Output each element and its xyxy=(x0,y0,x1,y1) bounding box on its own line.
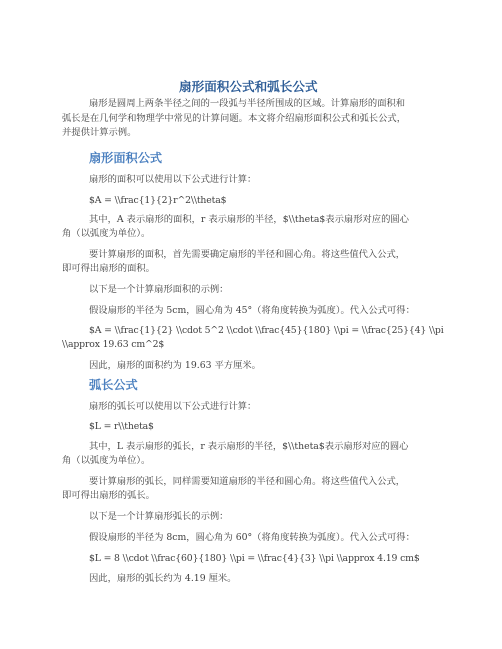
intro-line-2: 弧长是在几何学和物理学中常见的计算问题。本文将介绍扇形面积公式和弧长公式， xyxy=(62,113,406,124)
area-example-given: 假设扇形的半径为 5cm，圆心角为 45°（将角度转换为弧度）。代入公式可得： xyxy=(89,305,415,316)
arc-steps-line-1: 要计算扇形的弧长，同样需要知道扇形的半径和圆心角。将这些值代入公式， xyxy=(89,476,406,487)
area-explanation-line-1: 其中，A 表示扇形的面积，r 表示扇形的半径，$\\theta$表示扇形对应的圆心 xyxy=(89,214,409,225)
area-lead: 扇形的面积可以使用以下公式进行计算： xyxy=(89,174,257,185)
page-title: 扇形面积公式和弧长公式 xyxy=(179,79,318,94)
area-steps-line-1: 要计算扇形的面积，首先需要确定扇形的半径和圆心角。将这些值代入公式， xyxy=(89,249,406,260)
arc-example-lead: 以下是一个计算扇形弧长的示例： xyxy=(89,511,229,522)
intro-line-1: 扇形是圆周上两条半径之间的一段弧与半径所围成的区域。计算扇形的面积和 xyxy=(89,98,406,109)
area-example-lead: 以下是一个计算扇形面积的示例： xyxy=(89,284,229,295)
arc-example-formula: $L = 8 \\cdot \\frac{60}{180} \\pi = \\frac{4}{3} \\pi \\approx 4.19 cm$ xyxy=(89,553,420,564)
arc-formula: $L = r\\theta$ xyxy=(89,421,154,432)
area-result: 因此，扇形的面积约为 19.63 平方厘米。 xyxy=(89,360,261,371)
area-explanation-line-2: 角（以弧度为单位）。 xyxy=(62,228,151,239)
intro-line-3: 并提供计算示例。 xyxy=(62,127,137,138)
arc-result: 因此，扇形的弧长约为 4.19 厘米。 xyxy=(89,573,237,584)
area-formula: $A = \\frac{1}{2}r^2\\theta$ xyxy=(89,195,227,206)
arc-steps-line-2: 即可得出扇形的弧长。 xyxy=(62,490,155,501)
area-section-heading: 扇形面积公式 xyxy=(89,151,163,165)
arc-explanation-line-1: 其中，L 表示扇形的弧长，r 表示扇形的半径，$\\theta$表示扇形对应的圆心 xyxy=(89,441,409,452)
area-steps-line-2: 即可得出扇形的面积。 xyxy=(62,263,155,274)
arc-lead: 扇形的弧长可以使用以下公式进行计算： xyxy=(89,401,257,412)
area-example-formula-line-1: $A = \\frac{1}{2} \\cdot 5^2 \\cdot \\frac{45}{180} \\pi = \\frac{25}{4} \\pi xyxy=(89,325,444,336)
arc-example-given: 假设扇形的半径为 8cm，圆心角为 60°（将角度转换为弧度）。代入公式可得： xyxy=(89,532,415,543)
arc-explanation-line-2: 角（以弧度为单位）。 xyxy=(62,455,151,466)
area-example-formula-line-2: \\approx 19.63 cm^2$ xyxy=(62,339,165,350)
arc-section-heading: 弧长公式 xyxy=(89,378,138,392)
